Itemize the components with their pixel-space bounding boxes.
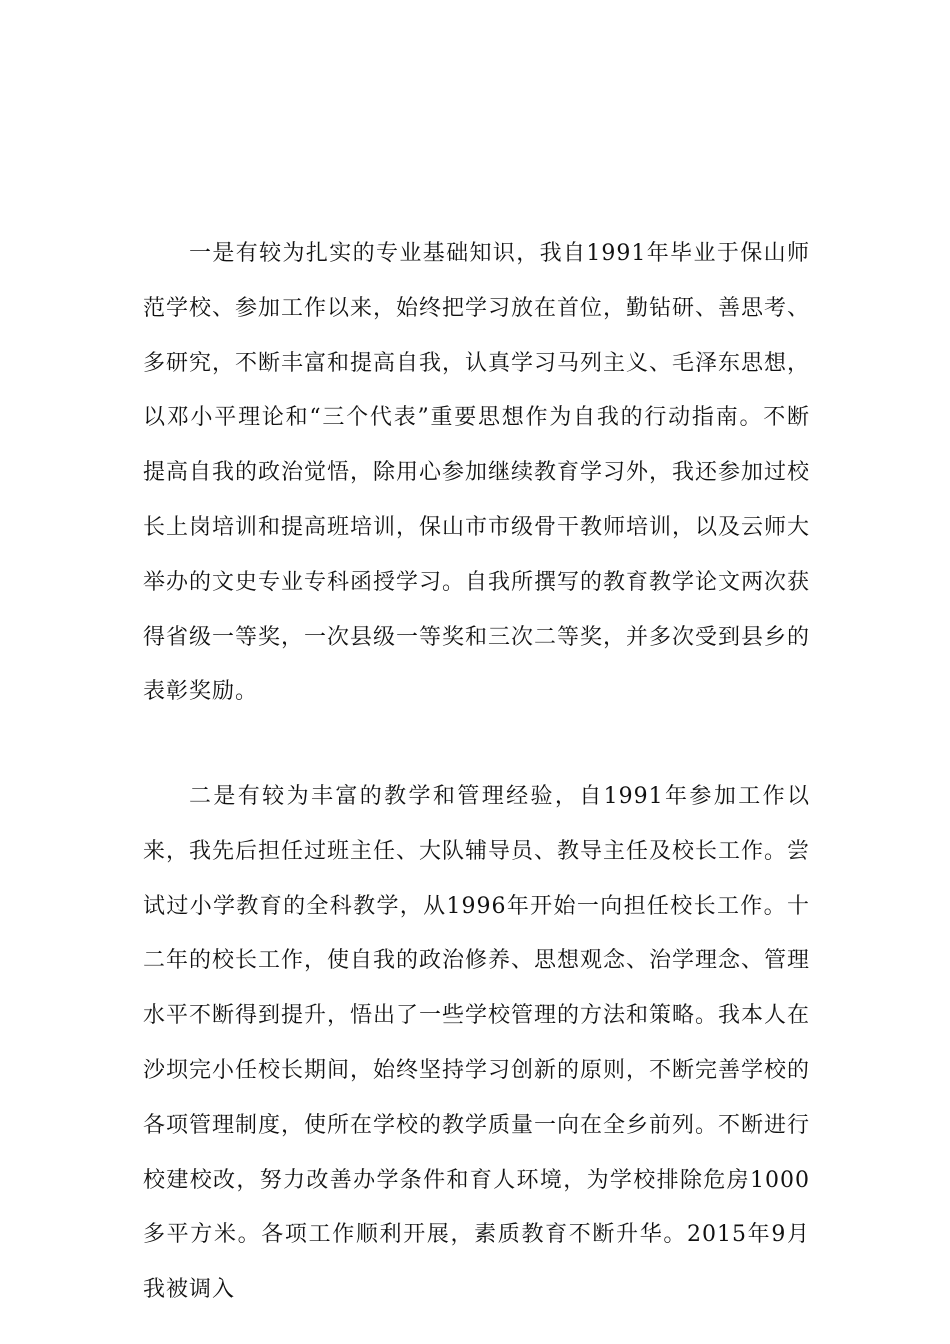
paragraph-2: 二是有较为丰富的教学和管理经验，自1991年参加工作以来，我先后担任过班主任、大队辅导员、教导主任及校长工作。尝试过小学教育的全科教学，从1996年开始一向担任校长工作。十二年的校长工作，使自我的政治修养、思想观念、治学理念、管理水平不断得到提升，悟出了一些学校管理的方法和策略。我本人在沙坝完小任校长期间，始终坚持学习创新的原则，不断完善学校的各项管理制度，使所在学校的教学质量一向在全乡前列。不断进行校建校改，努力改善办学条件和育人环境，为学校排除危房1000多平方米。各项工作顺利开展，素质教育不断升华。2015年9月我被调入 [143,784,811,1303]
paragraph-1: 一是有较为扎实的专业基础知识，我自1991年毕业于保山师范学校、参加工作以来，始终把学习放在首位，勤钻研、善思考、多研究，不断丰富和提高自我，认真学习马列主义、毛泽东思想，以邓小平理论和“三个代表”重要思想作为自我的行动指南。不断提高自我的政治觉悟，除用心参加继续教育学习外，我还参加过校长上岗培训和提高班培训，保山市市级骨干教师培训，以及云师大举办的文史专业专科函授学习。自我所撰写的教育教学论文两次获得省级一等奖，一次县级一等奖和三次二等奖，并多次受到县乡的表彰奖励。 [143,241,811,705]
